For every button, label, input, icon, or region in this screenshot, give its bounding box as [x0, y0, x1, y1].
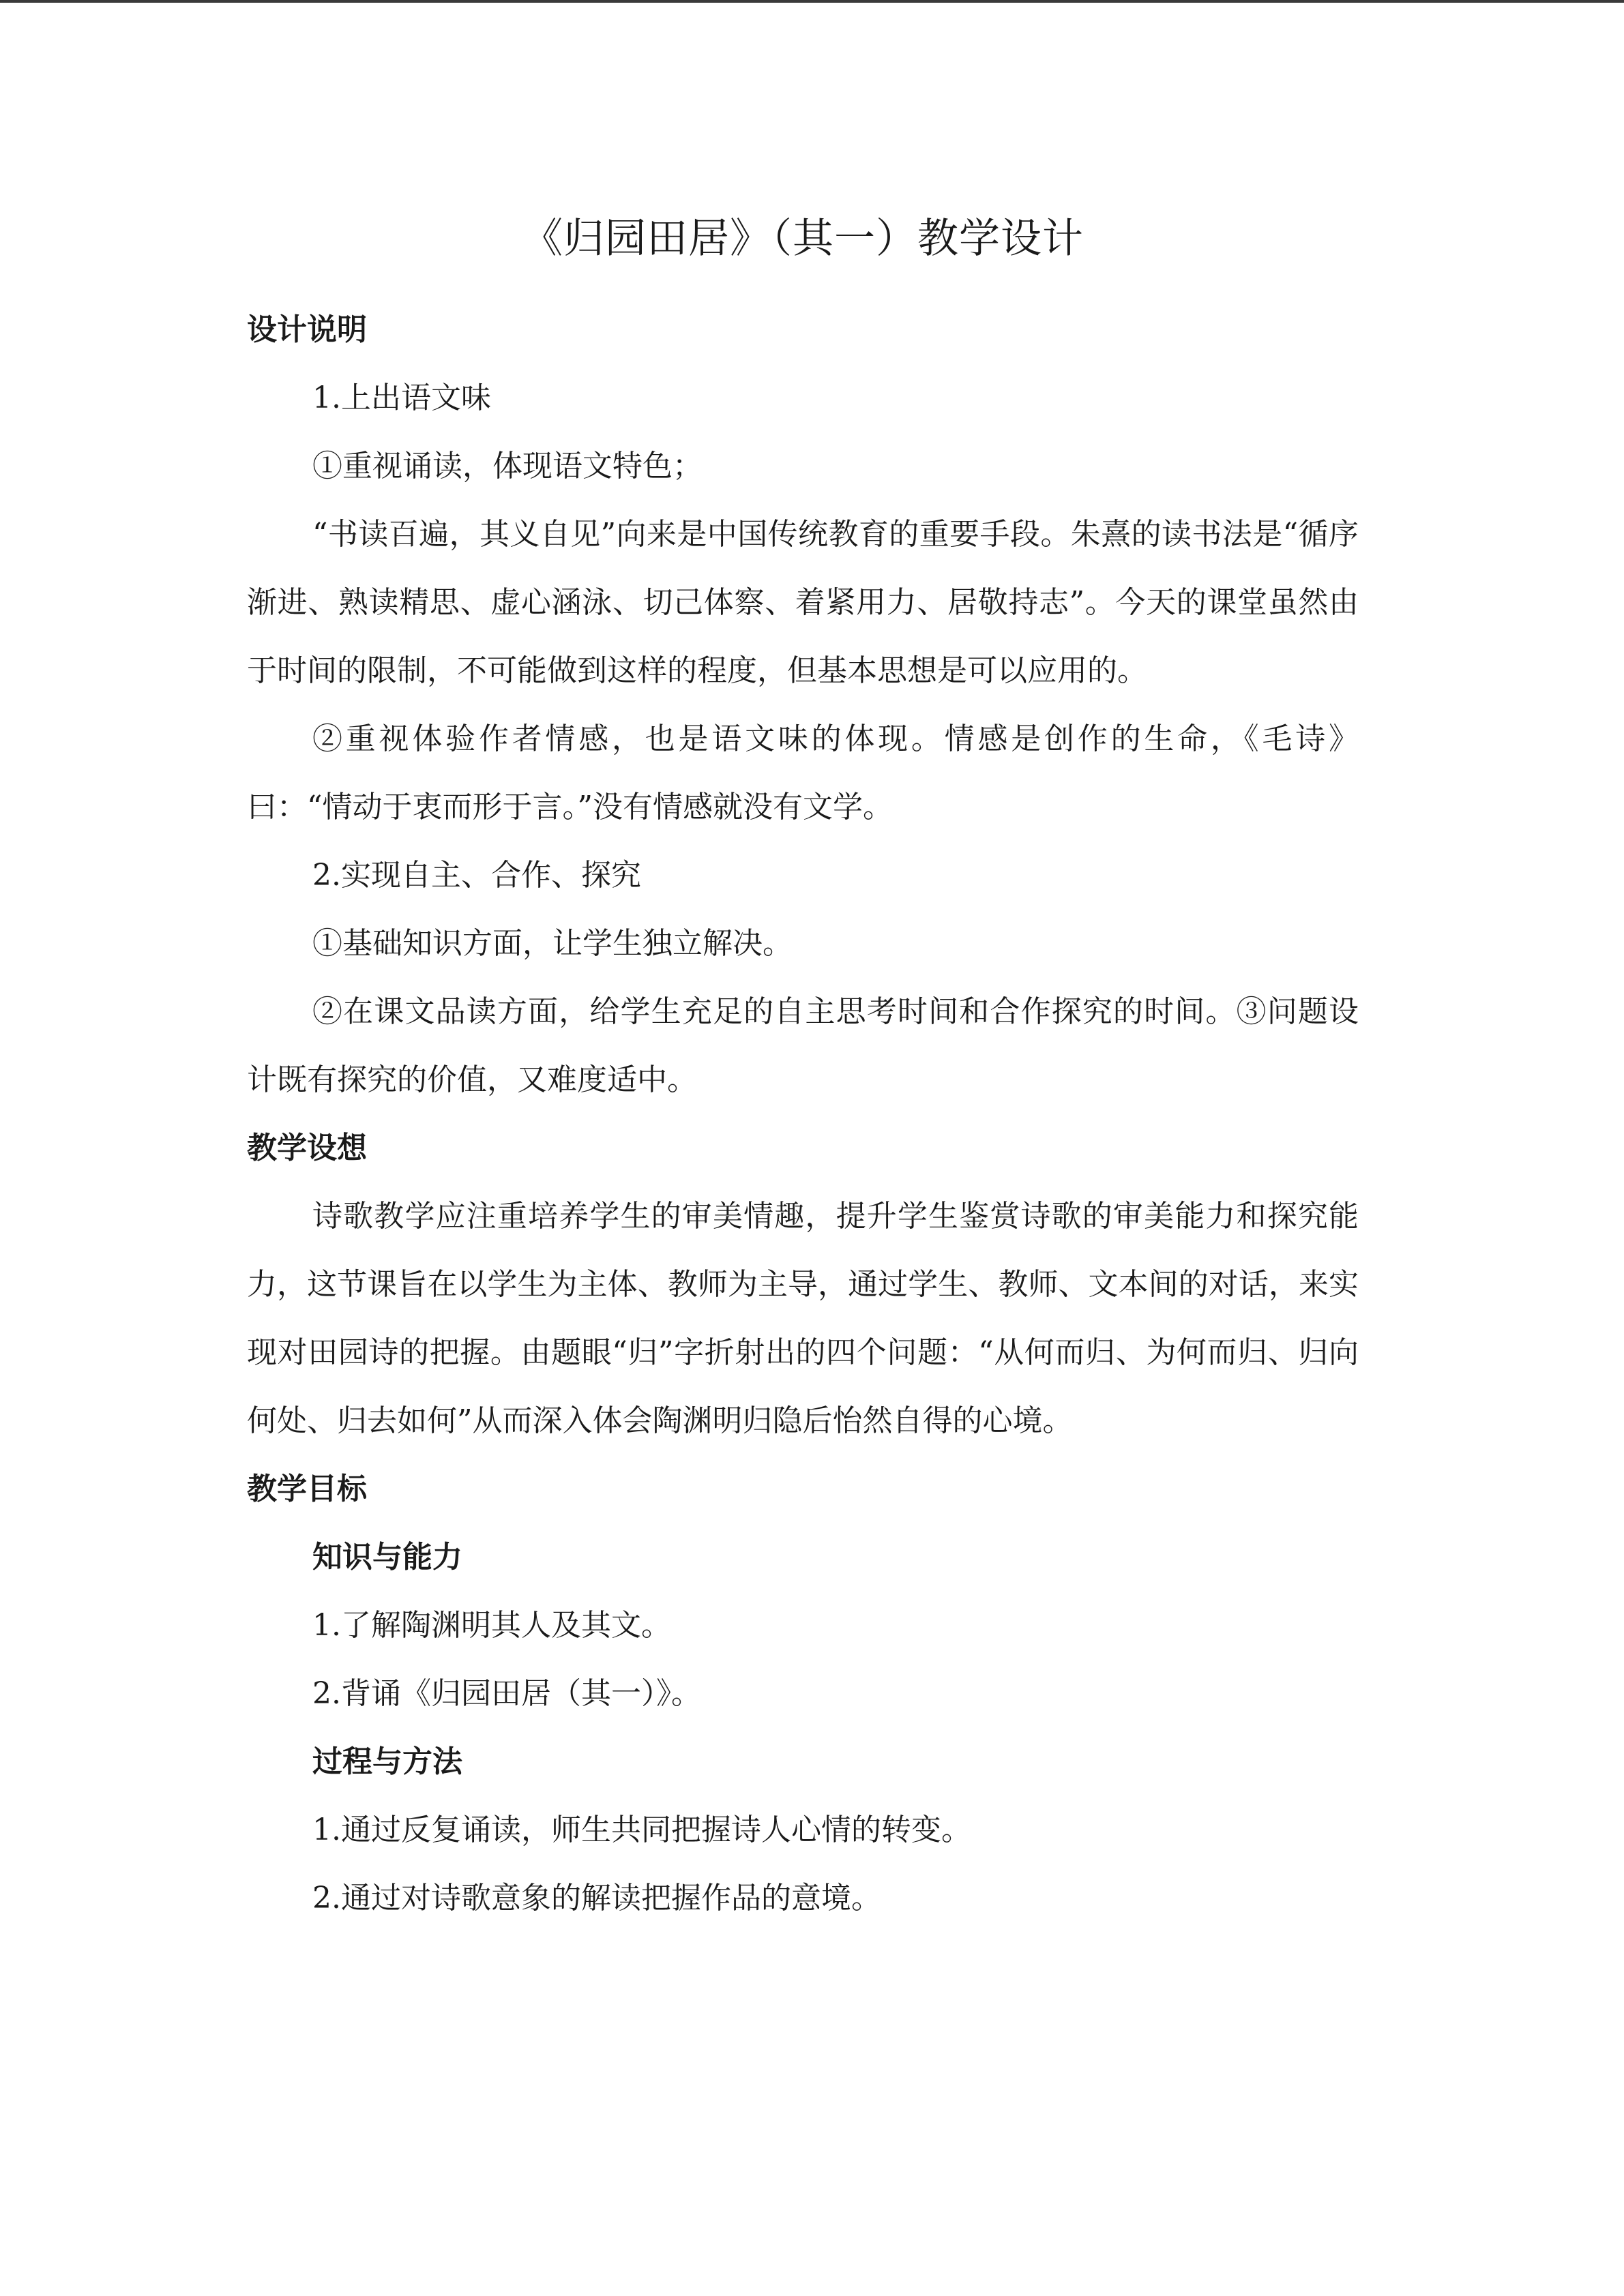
design-paragraph-2: ②重视体验作者情感，也是语文味的体现。情感是创作的生命，《毛诗》曰：“情动于衷而形于言。”没有情感就没有文学。 — [247, 721, 1359, 824]
design-item-1a: ①重视诵读，体现语文特色； — [312, 449, 703, 483]
document-page — [247, 205, 1359, 1933]
top-border-line — [0, 0, 1624, 3]
knowledge-item-1: 1.了解陶渊明其人及其文。 — [312, 1608, 671, 1643]
section-heading-design: 设计说明 — [247, 312, 367, 347]
page-title: 《归园田居》（其一）教学设计 — [522, 215, 1084, 263]
design-paragraph-3: ②在课文品读方面，给学生充足的自主思考时间和合作探究的时间。③问题设计既有探究的价值，又难度适中。 — [247, 994, 1359, 1097]
section-heading-goals: 教学目标 — [247, 1472, 367, 1506]
design-item-2: 2.实现自主、合作、探究 — [312, 858, 641, 893]
design-item-1: 1.上出语文味 — [312, 381, 491, 415]
knowledge-item-2: 2.背诵《归园田居（其一）》。 — [312, 1676, 701, 1711]
section-heading-idea: 教学设想 — [247, 1131, 367, 1165]
idea-paragraph: 诗歌教学应注重培养学生的审美情趣，提升学生鉴赏诗歌的审美能力和探究能力，这节课旨在以学生为主体、教师为主导，通过学生、教师、文本间的对话，来实现对田园诗的把握。由题眼“归”字折射出的四个问题：“从何而归、为何而归、归向何处、归去如何”从而深入体会陶渊明归隐后怡然自得的心境。 — [247, 1199, 1359, 1438]
section-design — [247, 296, 1359, 1114]
process-item-2: 2.通过对诗歌意象的解读把握作品的意境。 — [312, 1881, 881, 1915]
subheading-knowledge: 知识与能力 — [312, 1540, 462, 1575]
process-item-1: 1.通过反复诵读，师生共同把握诗人心情的转变。 — [312, 1813, 971, 1847]
section-goals — [247, 1455, 1359, 1933]
subheading-process: 过程与方法 — [312, 1744, 462, 1779]
design-paragraph-1: “书读百遍，其义自见”向来是中国传统教育的重要手段。朱熹的读书法是“循序渐进、熟读精思、虚心涵泳、切己体察、着紧用力、居敬持志”。今天的课堂虽然由于时间的限制，不可能做到这样的程度，但基本思想是可以应用的。 — [247, 517, 1359, 688]
design-item-2a: ①基础知识方面，让学生独立解决。 — [312, 926, 793, 961]
section-idea — [247, 1114, 1359, 1455]
